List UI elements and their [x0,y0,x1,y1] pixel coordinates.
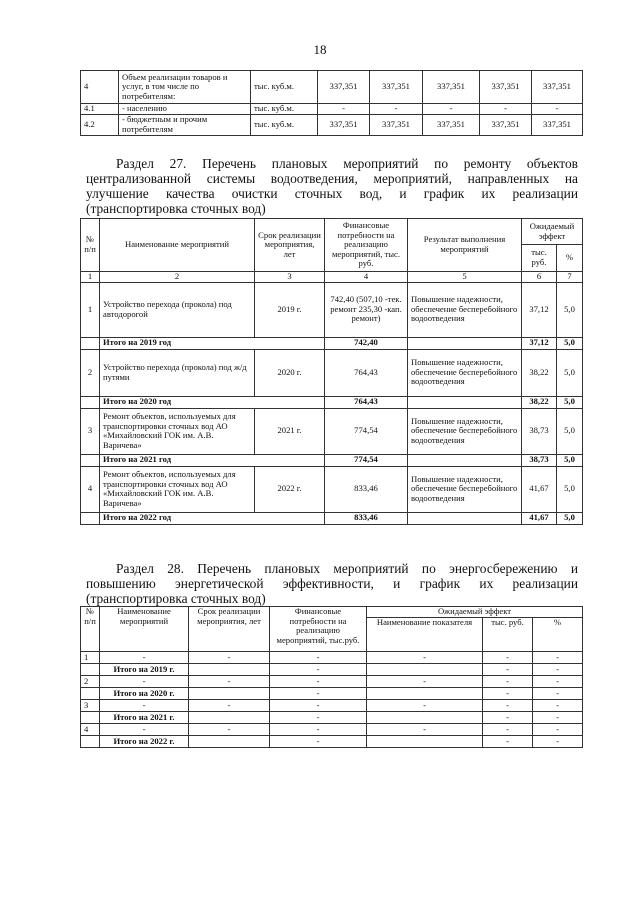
row-number: 4 [81,466,100,512]
row-dash: - [270,664,367,676]
total-row [81,736,583,748]
row-number: 4 [81,71,119,104]
row-value: - [370,104,423,115]
header-name: Наименование мероприятий [100,219,255,272]
total-label: Итого на 2022 г. [100,736,189,748]
row-value: - [480,104,532,115]
total-finance: 833,46 [325,512,408,524]
empty-cell [189,712,270,724]
row-term: 2022 г. [255,466,325,512]
total-finance: 764,43 [325,396,408,408]
row-value: 337,351 [532,115,583,136]
empty-cell [408,337,522,349]
empty-cell [81,337,100,349]
empty-cell [81,688,100,700]
header-term: Срок реализации мероприятия, лет [189,607,270,652]
row-dash: - [270,712,367,724]
total-row [81,337,583,349]
row-effect-rub: 37,12 [522,282,557,337]
table-row [81,104,583,115]
heading-line: (транспортировка сточных вод) [86,591,266,606]
row-finance: 833,46 [325,466,408,512]
total-row [81,396,583,408]
row-effect-pct: 5,0 [557,466,583,512]
total-row [81,664,583,676]
row-value: 337,351 [423,71,480,104]
total-label: Итого на 2021 год [100,454,325,466]
row-dash: - [483,652,533,664]
empty-cell [408,396,522,408]
row-dash: - [533,736,583,748]
row-dash: - [270,700,367,712]
table-row [81,282,583,337]
row-effect-rub: 38,73 [522,408,557,454]
total-finance: 774,54 [325,454,408,466]
row-result: Повышение надежности, обеспечение бесперебойного водоотведения [408,466,522,512]
row-effect-pct: 5,0 [557,282,583,337]
row-dash: - [270,652,367,664]
total-row [81,454,583,466]
table-row [81,652,583,664]
row-dash: - [533,700,583,712]
row-dash: - [100,724,189,736]
row-dash: - [189,724,270,736]
col-number: 3 [255,272,325,283]
table-row [81,349,583,396]
row-value: 337,351 [480,115,532,136]
row-number: 3 [81,700,100,712]
table-row [81,676,583,688]
table-row [81,408,583,454]
row-number: 2 [81,676,100,688]
total-rub: 38,73 [522,454,557,466]
row-value: 337,351 [480,71,532,104]
row-number: 4.2 [81,115,119,136]
row-dash: - [533,712,583,724]
row-value: 337,351 [532,71,583,104]
row-dash: - [367,700,483,712]
row-effect-rub: 38,22 [522,349,557,396]
total-pct: 5,0 [557,512,583,524]
row-name: - населению [119,104,251,115]
row-value: 337,351 [318,71,370,104]
row-number: 2 [81,349,100,396]
row-dash: - [483,736,533,748]
section-28-heading [86,561,578,606]
header-num: № п/п [81,607,100,652]
row-dash: - [100,652,189,664]
row-result: Повышение надежности, обеспечение бесперебойного водоотведения [408,282,522,337]
header-effect-rub: тыс. руб. [522,245,557,272]
row-dash: - [189,700,270,712]
row-finance: 774,54 [325,408,408,454]
row-dash: - [270,688,367,700]
section-28-table [80,606,583,748]
row-effect-rub: 41,67 [522,466,557,512]
row-dash: - [483,664,533,676]
row-finance: 764,43 [325,349,408,396]
header-row [81,219,583,245]
row-number: 3 [81,408,100,454]
row-unit: тыс. куб.м. [251,71,318,104]
row-value: - [318,104,370,115]
total-rub: 38,22 [522,396,557,408]
row-name: Объем реализации товаров и услуг, в том числе по потребителям: [119,71,251,104]
row-finance: 742,40 (507,10 -тек. ремонт 235,30 -кап. ремонт) [325,282,408,337]
section-27-heading [86,156,578,216]
header-effect-pct: % [557,245,583,272]
heading-line: централизованной системы водоотведения, мероприятий, направленных на [86,171,578,186]
total-finance: 742,40 [325,337,408,349]
total-label: Итого на 2019 г. [100,664,189,676]
total-row [81,712,583,724]
col-number: 5 [408,272,522,283]
row-dash: - [100,676,189,688]
row-number: 1 [81,652,100,664]
empty-cell [81,512,100,524]
continuation-table [80,70,583,136]
header-name: Наименование мероприятий [100,607,189,652]
table-row [81,71,583,104]
section-27-table [80,218,583,525]
row-unit: тыс. куб.м. [251,104,318,115]
row-name: - бюджетным и прочим потребителям [119,115,251,136]
empty-cell [367,736,483,748]
row-value: 337,351 [370,71,423,104]
row-number: 1 [81,282,100,337]
header-result: Результат выполнения мероприятий [408,219,522,272]
col-number: 4 [325,272,408,283]
total-label: Итого на 2021 г. [100,712,189,724]
row-dash: - [367,724,483,736]
header-row [81,607,583,618]
column-number-row [81,272,583,283]
row-effect-pct: 5,0 [557,408,583,454]
row-dash: - [533,724,583,736]
row-unit: тыс. куб.м. [251,115,318,136]
empty-cell [367,712,483,724]
row-dash: - [483,712,533,724]
total-row [81,512,583,524]
empty-cell [81,396,100,408]
empty-cell [81,454,100,466]
row-effect-pct: 5,0 [557,349,583,396]
header-num: № п/п [81,219,100,272]
total-label: Итого на 2020 г. [100,688,189,700]
row-number: 4.1 [81,104,119,115]
total-label: Итого на 2020 год [100,396,325,408]
header-effect: Ожидаемый эффект [522,219,583,245]
row-dash: - [533,676,583,688]
row-value: 337,351 [370,115,423,136]
header-finance: Финансовые потребности на реализацию мероприятий, тыс. руб. [325,219,408,272]
total-rub: 37,12 [522,337,557,349]
row-dash: - [100,700,189,712]
heading-line: повышению энергетической эффективности, и график их реализации [86,576,578,591]
header-rub: тыс. руб. [483,618,533,652]
table-row [81,700,583,712]
heading-line: улучшение качества очистки сточных вод, и график их реализации [86,186,578,201]
total-pct: 5,0 [557,337,583,349]
empty-cell [189,688,270,700]
heading-line: Раздел 28. Перечень плановых мероприятий по энергосбережению и [116,561,578,576]
col-number: 1 [81,272,100,283]
total-pct: 5,0 [557,454,583,466]
heading-line: Раздел 27. Перечень плановых мероприятий по ремонту объектов [116,156,578,171]
total-label: Итого на 2019 год [100,337,325,349]
row-dash: - [189,676,270,688]
col-number: 2 [100,272,255,283]
row-dash: - [270,676,367,688]
col-number: 7 [557,272,583,283]
header-pct: % [533,618,583,652]
table-row [81,724,583,736]
empty-cell [81,736,100,748]
empty-cell [81,712,100,724]
col-number: 6 [522,272,557,283]
row-value: 337,351 [318,115,370,136]
row-term: 2019 г. [255,282,325,337]
row-dash: - [483,688,533,700]
empty-cell [81,664,100,676]
row-dash: - [270,724,367,736]
row-dash: - [533,688,583,700]
table-row [81,115,583,136]
empty-cell [367,664,483,676]
row-dash: - [367,652,483,664]
row-dash: - [483,676,533,688]
header-effect: Ожидаемый эффект [367,607,583,618]
row-name: Ремонт объектов, используемых для транспортировки сточных вод АО «Михайловский ГОК им. А.В. Варичева» [100,466,255,512]
header-term: Срок реализации мероприятия, лет [255,219,325,272]
page-number: 18 [313,42,327,57]
row-dash: - [483,724,533,736]
row-value: - [423,104,480,115]
row-dash: - [270,736,367,748]
total-rub: 41,67 [522,512,557,524]
empty-cell [408,512,522,524]
row-name: Устройство перехода (прокола) под автодорогой [100,282,255,337]
row-dash: - [483,700,533,712]
empty-cell [367,688,483,700]
row-number: 4 [81,724,100,736]
row-term: 2021 г. [255,408,325,454]
row-dash: - [367,676,483,688]
header-finance: Финансовые потребности на реализацию мероприятий, тыс.руб. [270,607,367,652]
row-value: 337,351 [423,115,480,136]
total-row [81,688,583,700]
row-dash: - [189,652,270,664]
total-label: Итого на 2022 год [100,512,325,524]
total-pct: 5,0 [557,396,583,408]
row-result: Повышение надежности, обеспечение бесперебойного водоотведения [408,349,522,396]
row-dash: - [533,652,583,664]
header-indicator: Наименование показателя [367,618,483,652]
empty-cell [408,454,522,466]
table-row [81,466,583,512]
row-dash: - [533,664,583,676]
row-term: 2020 г. [255,349,325,396]
row-name: Устройство перехода (прокола) под ж/д путями [100,349,255,396]
row-name: Ремонт объектов, используемых для транспортировки сточных вод АО «Михайловский ГОК им. А.В. Варичева» [100,408,255,454]
empty-cell [189,664,270,676]
heading-line: (транспортировка сточных вод) [86,201,266,216]
row-result: Повышение надежности, обеспечение бесперебойного водоотведения [408,408,522,454]
empty-cell [189,736,270,748]
row-value: - [532,104,583,115]
